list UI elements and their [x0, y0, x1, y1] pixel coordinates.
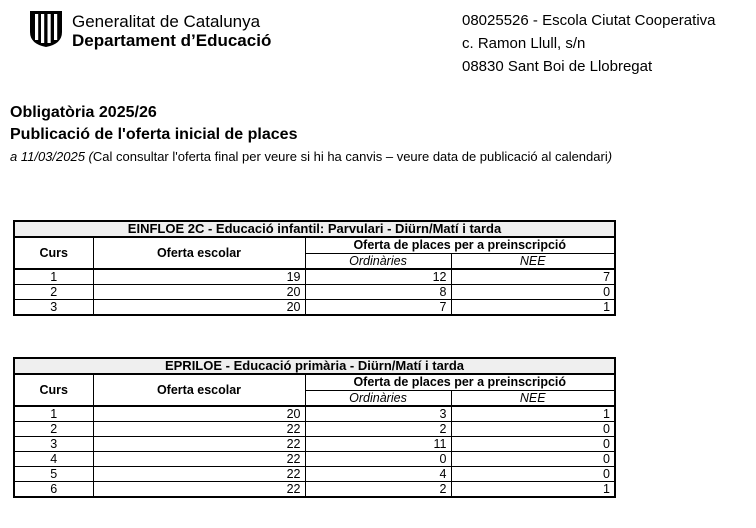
- cell-nee: 7: [451, 269, 615, 285]
- generalitat-logo-icon: [28, 10, 64, 48]
- col-header-ordinaries: Ordinàries: [305, 254, 451, 270]
- cell-nee: 1: [451, 406, 615, 422]
- school-line: c. Ramon Llull, s/n: [462, 35, 586, 52]
- table-band-title: EPRILOE - Educació primària - Diürn/Matí i tarda: [14, 358, 615, 374]
- school-address: [462, 9, 716, 78]
- table-row: [14, 437, 615, 452]
- cell-curs: 3: [14, 437, 93, 452]
- table-row: [14, 482, 615, 498]
- cell-nee: 0: [451, 422, 615, 437]
- cell-ordinaries: 2: [305, 482, 451, 498]
- org-line-2: Departament d’Educació: [72, 31, 272, 50]
- publication-note: [10, 149, 612, 164]
- cell-curs: 2: [14, 285, 93, 300]
- school-line: 08025526 - Escola Ciutat Cooperativa: [462, 12, 716, 29]
- cell-ordinaries: 8: [305, 285, 451, 300]
- cell-ordinaries: 3: [305, 406, 451, 422]
- cell-oferta: 22: [93, 437, 305, 452]
- col-header-nee: NEE: [451, 391, 615, 407]
- table-row: [14, 269, 615, 285]
- table-band-title: EINFLOE 2C - Educació infantil: Parvulari - Diürn/Matí i tarda: [14, 221, 615, 237]
- cell-ordinaries: 11: [305, 437, 451, 452]
- table-row: [14, 467, 615, 482]
- cell-ordinaries: 0: [305, 452, 451, 467]
- cell-oferta: 22: [93, 482, 305, 498]
- cell-curs: 4: [14, 452, 93, 467]
- publication-date: a 11/03/2025 (: [10, 149, 93, 164]
- cell-ordinaries: 7: [305, 300, 451, 316]
- cell-nee: 0: [451, 467, 615, 482]
- cell-oferta: 20: [93, 300, 305, 316]
- col-header-ordinaries: Ordinàries: [305, 391, 451, 407]
- table-row: [14, 300, 615, 316]
- cell-oferta: 22: [93, 422, 305, 437]
- cell-curs: 5: [14, 467, 93, 482]
- cell-oferta: 22: [93, 467, 305, 482]
- org-line-1: Generalitat de Catalunya: [72, 12, 261, 31]
- cell-ordinaries: 2: [305, 422, 451, 437]
- note-text: Cal consultar l'oferta final per veure si hi ha canvis – veure data de publicació al calendari: [92, 149, 608, 164]
- school-line: 08830 Sant Boi de Llobregat: [462, 58, 653, 75]
- table-row: [14, 285, 615, 300]
- cell-nee: 0: [451, 285, 615, 300]
- table-row: [14, 422, 615, 437]
- document-title: Obligatòria 2025/26: [10, 104, 157, 121]
- organization-name: [72, 12, 271, 50]
- cell-oferta: 22: [93, 452, 305, 467]
- offer-table-primaria: [13, 357, 616, 498]
- offer-table-infantil: [13, 220, 616, 316]
- cell-curs: 3: [14, 300, 93, 316]
- note-close: ): [607, 149, 613, 164]
- table-row: [14, 406, 615, 422]
- col-header-oferta: Oferta escolar: [93, 374, 305, 406]
- cell-nee: 1: [451, 300, 615, 316]
- col-header-nee: NEE: [451, 254, 615, 270]
- cell-ordinaries: 4: [305, 467, 451, 482]
- col-header-curs: Curs: [14, 374, 93, 406]
- col-header-group: Oferta de places per a preinscripció: [305, 237, 615, 254]
- cell-curs: 2: [14, 422, 93, 437]
- table-row: [14, 452, 615, 467]
- cell-nee: 0: [451, 452, 615, 467]
- cell-oferta: 19: [93, 269, 305, 285]
- cell-curs: 1: [14, 269, 93, 285]
- cell-ordinaries: 12: [305, 269, 451, 285]
- cell-nee: 0: [451, 437, 615, 452]
- cell-curs: 1: [14, 406, 93, 422]
- col-header-oferta: Oferta escolar: [93, 237, 305, 269]
- cell-oferta: 20: [93, 406, 305, 422]
- cell-oferta: 20: [93, 285, 305, 300]
- col-header-group: Oferta de places per a preinscripció: [305, 374, 615, 391]
- col-header-curs: Curs: [14, 237, 93, 269]
- cell-curs: 6: [14, 482, 93, 498]
- document-subtitle: Publicació de l'oferta inicial de places: [10, 126, 298, 143]
- cell-nee: 1: [451, 482, 615, 498]
